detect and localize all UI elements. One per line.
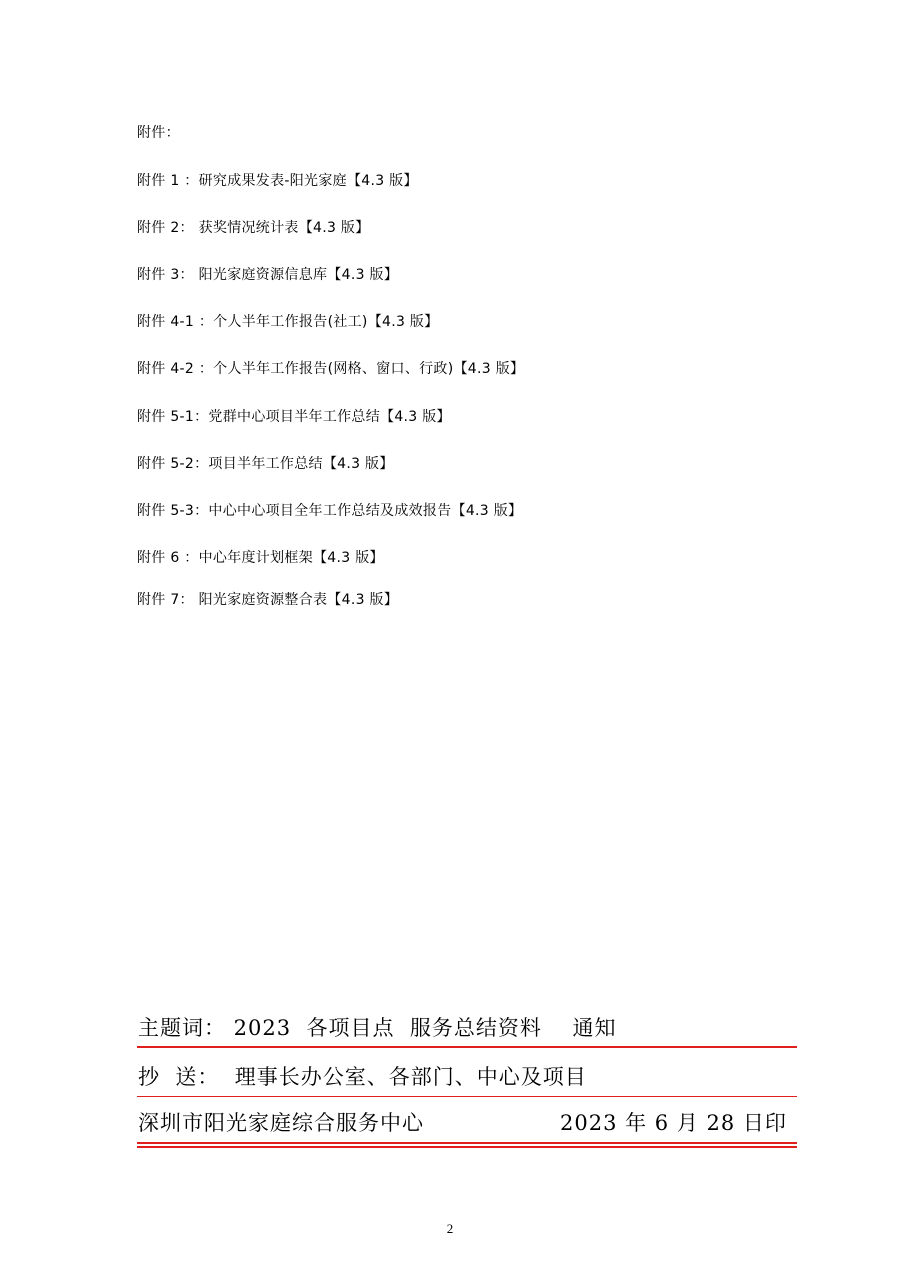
issuer-divider-bottom xyxy=(137,1146,797,1148)
issuer-divider-top xyxy=(137,1142,797,1144)
attachment-item-2: 附件 2： 获奖情况统计表【4.3 版】 xyxy=(137,220,370,236)
page-number: 2 xyxy=(446,1221,454,1236)
issuer-name: 深圳市阳光家庭综合服务中心 xyxy=(138,1111,424,1135)
attachment-item-1: 附件 1 ：研究成果发表-阳光家庭【4.3 版】 xyxy=(137,173,418,189)
attachments-heading: 附件： xyxy=(137,125,180,141)
attachment-item-4-2: 附件 4-2 ：个人半年工作报告(网格、窗口、行政)【4.3 版】 xyxy=(137,361,525,377)
attachment-item-5-2: 附件 5-2：项目半年工作总结【4.3 版】 xyxy=(137,456,394,472)
attachment-item-7: 附件 7： 阳光家庭资源整合表【4.3 版】 xyxy=(137,592,399,608)
print-date: 2023 年 6 月 28 日印 xyxy=(560,1111,787,1135)
keywords-line: 主题词： 2023 各项目点 服务总结资料 通知 xyxy=(138,1016,617,1040)
cc-line: 抄 送： 理事长办公室、各部门、中心及项目 xyxy=(138,1065,587,1089)
attachment-item-6: 附件 6 ：中心年度计划框架【4.3 版】 xyxy=(137,550,384,566)
attachment-item-4-1: 附件 4-1 ：个人半年工作报告(社工)【4.3 版】 xyxy=(137,314,439,330)
cc-divider xyxy=(137,1096,797,1097)
keywords-divider xyxy=(137,1046,797,1048)
attachment-item-5-1: 附件 5-1：党群中心项目半年工作总结【4.3 版】 xyxy=(137,409,451,425)
attachment-item-3: 附件 3： 阳光家庭资源信息库【4.3 版】 xyxy=(137,267,399,283)
attachment-item-5-3: 附件 5-3：中心中心项目全年工作总结及成效报告【4.3 版】 xyxy=(137,503,523,519)
